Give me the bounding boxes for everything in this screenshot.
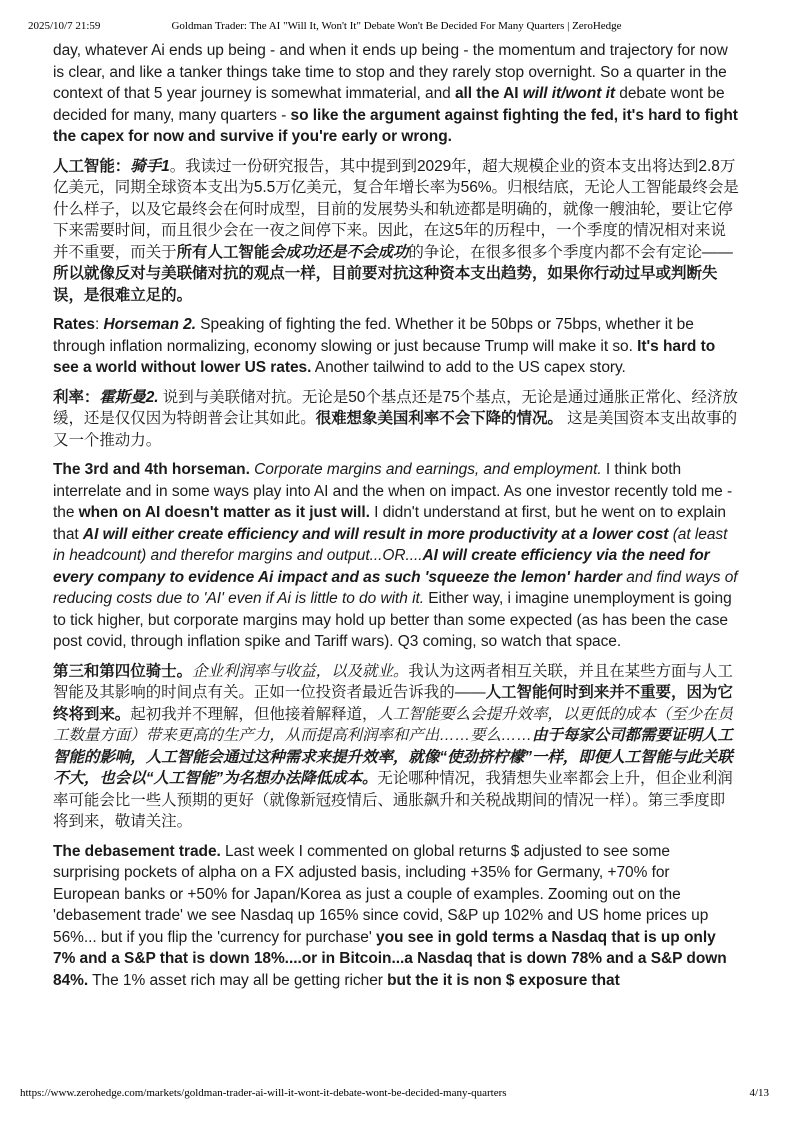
paragraph-rates-zh: 利率：霍斯曼2. 说到与美联储对抗。无论是50个基点还是75个基点，无论是通过通胀正常化、经济放缓，还是仅仅因为特朗普会让其如此。很难想象美国利率不会下降的情况。 这是美国资本支出故事的又一个推动力。 xyxy=(53,388,738,449)
footer-page-number: 4/13 xyxy=(749,1087,769,1099)
paragraph-capex-zh: 人工智能：骑手1。我读过一份研究报告，其中提到到2029年，超大规模企业的资本支出将达到2.8万亿美元，同期全球资本支出为5.5万亿美元，复合年增长率为56%。归根结底，无论人工智能最终会是什么样子，以及它最终会在何时成型，目前的发展势头和轨迹都是明确的，就像一艘油轮，要让它停下来需要时间，而且很少会在一夜之间停下来。因此，在这5年的历程中，一个季度的情况相对来说并不重要，而关于所有人工智能会成功还是不会成功的争论，在很多很多个季度内都不会有定论——所以就像反对与美联储对抗的观点一样，目前要对抗这种资本支出趋势，如果你行动过早或判断失误，是很难立足的。 xyxy=(53,157,739,304)
print-header xyxy=(28,20,765,34)
article-body xyxy=(53,40,740,999)
paragraph-debasement-en: The debasement trade. Last week I commented on global returns $ adjusted to see some surprising pockets of alpha on a FX adjusted basis, including +35% for Germany, +70% for European banks or +50% for Japan/Korea as just a couple of examples. Zooming out on the 'debasement trade' we see Nasdaq up 165% since covid, S&P up 102% and US home prices up 56%... but if you flip the 'currency for purchase' you see in gold terms a Nasdaq that is up only 7% and a S&P that is down 18%....or in Bitcoin...a Nasdaq that is down 78% and a S&P down 84%. The 1% asset rich may all be getting richer but the it is non $ exposure that xyxy=(53,842,727,989)
paragraph-horsemen-zh: 第三和第四位骑士。企业利润率与收益，以及就业。我认为这两者相互关联，并且在某些方面与人工智能及其影响的时间点有关。正如一位投资者最近告诉我的——人工智能何时到来并不重要，因为它终将到来。起初我并不理解，但他接着解释道，人工智能要么会提升效率，以更低的成本（至少在员工数量方面）带来更高的生产力，从而提高利润率和产出……要么……由于每家公司都需要证明人工智能的影响，人工智能会通过这种需求来提升效率，就像“使劲挤柠檬”一样，即便人工智能与此关联不大，也会以“人工智能”为名想办法降低成本。无论哪种情况，我猜想失业率都会上升，但企业利润率可能会比一些人预期的更好（就像新冠疫情后、通胀飙升和关税战期间的情况一样）。第三季度即将到来，敬请关注。 xyxy=(53,662,733,830)
paragraph-capex-en: day, whatever Ai ends up being - and when it ends up being - the momentum and trajectory for now is clear, and like a tanker things take time to stop and they rarely stop overnight. So a quarter in the context of that 5 year journey is somewhat immaterial, and all the AI will it/wont it debate wont be decided for many, many quarters - so like the argument against fighting the fed, it's hard to fight the capex for now and survive if you're early or wrong. xyxy=(53,42,738,145)
print-title: Goldman Trader: The AI "Will It, Won't It" Debate Won't Be Decided For Many Quarters | ZeroHedge xyxy=(171,20,622,32)
footer-source-url: https://www.zerohedge.com/markets/goldman-trader-ai-will-it-wont-it-debate-wont-be-decided-many-quarters xyxy=(20,1087,507,1099)
paragraph-horsemen-en: The 3rd and 4th horseman. Corporate margins and earnings, and employment. I think both interrelate and in some ways play into AI and the when on impact. As one investor recently told me - the when on AI doesn't matter as it just will. I didn't understand at first, but he went on to explain that AI will either create efficiency and will result in more productivity at a lower cost (at least in headcount) and therefor margins and output...OR....AI will create efficiency via the need for every company to evidence Ai impact and as such 'squeeze the lemon' harder and find ways of reducing costs due to 'AI' even if Ai is little to do with it. Either way, i imagine unemployment is going to tick higher, but corporate margins may hold up better than some expected (as has been the case post covid, through inflation spike and Tariff wars). Q3 coming, so watch that space. xyxy=(53,461,738,650)
print-footer xyxy=(20,1087,769,1099)
print-datetime: 2025/10/7 21:59 xyxy=(28,20,101,32)
paragraph-rates-en: Rates: Horseman 2. Speaking of fighting the fed. Whether it be 50bps or 75bps, whether it be through inflation normalizing, economy slowing or just because Trump will make it so. It's hard to see a world without lower US rates. Another tailwind to add to the US capex story. xyxy=(53,316,716,376)
